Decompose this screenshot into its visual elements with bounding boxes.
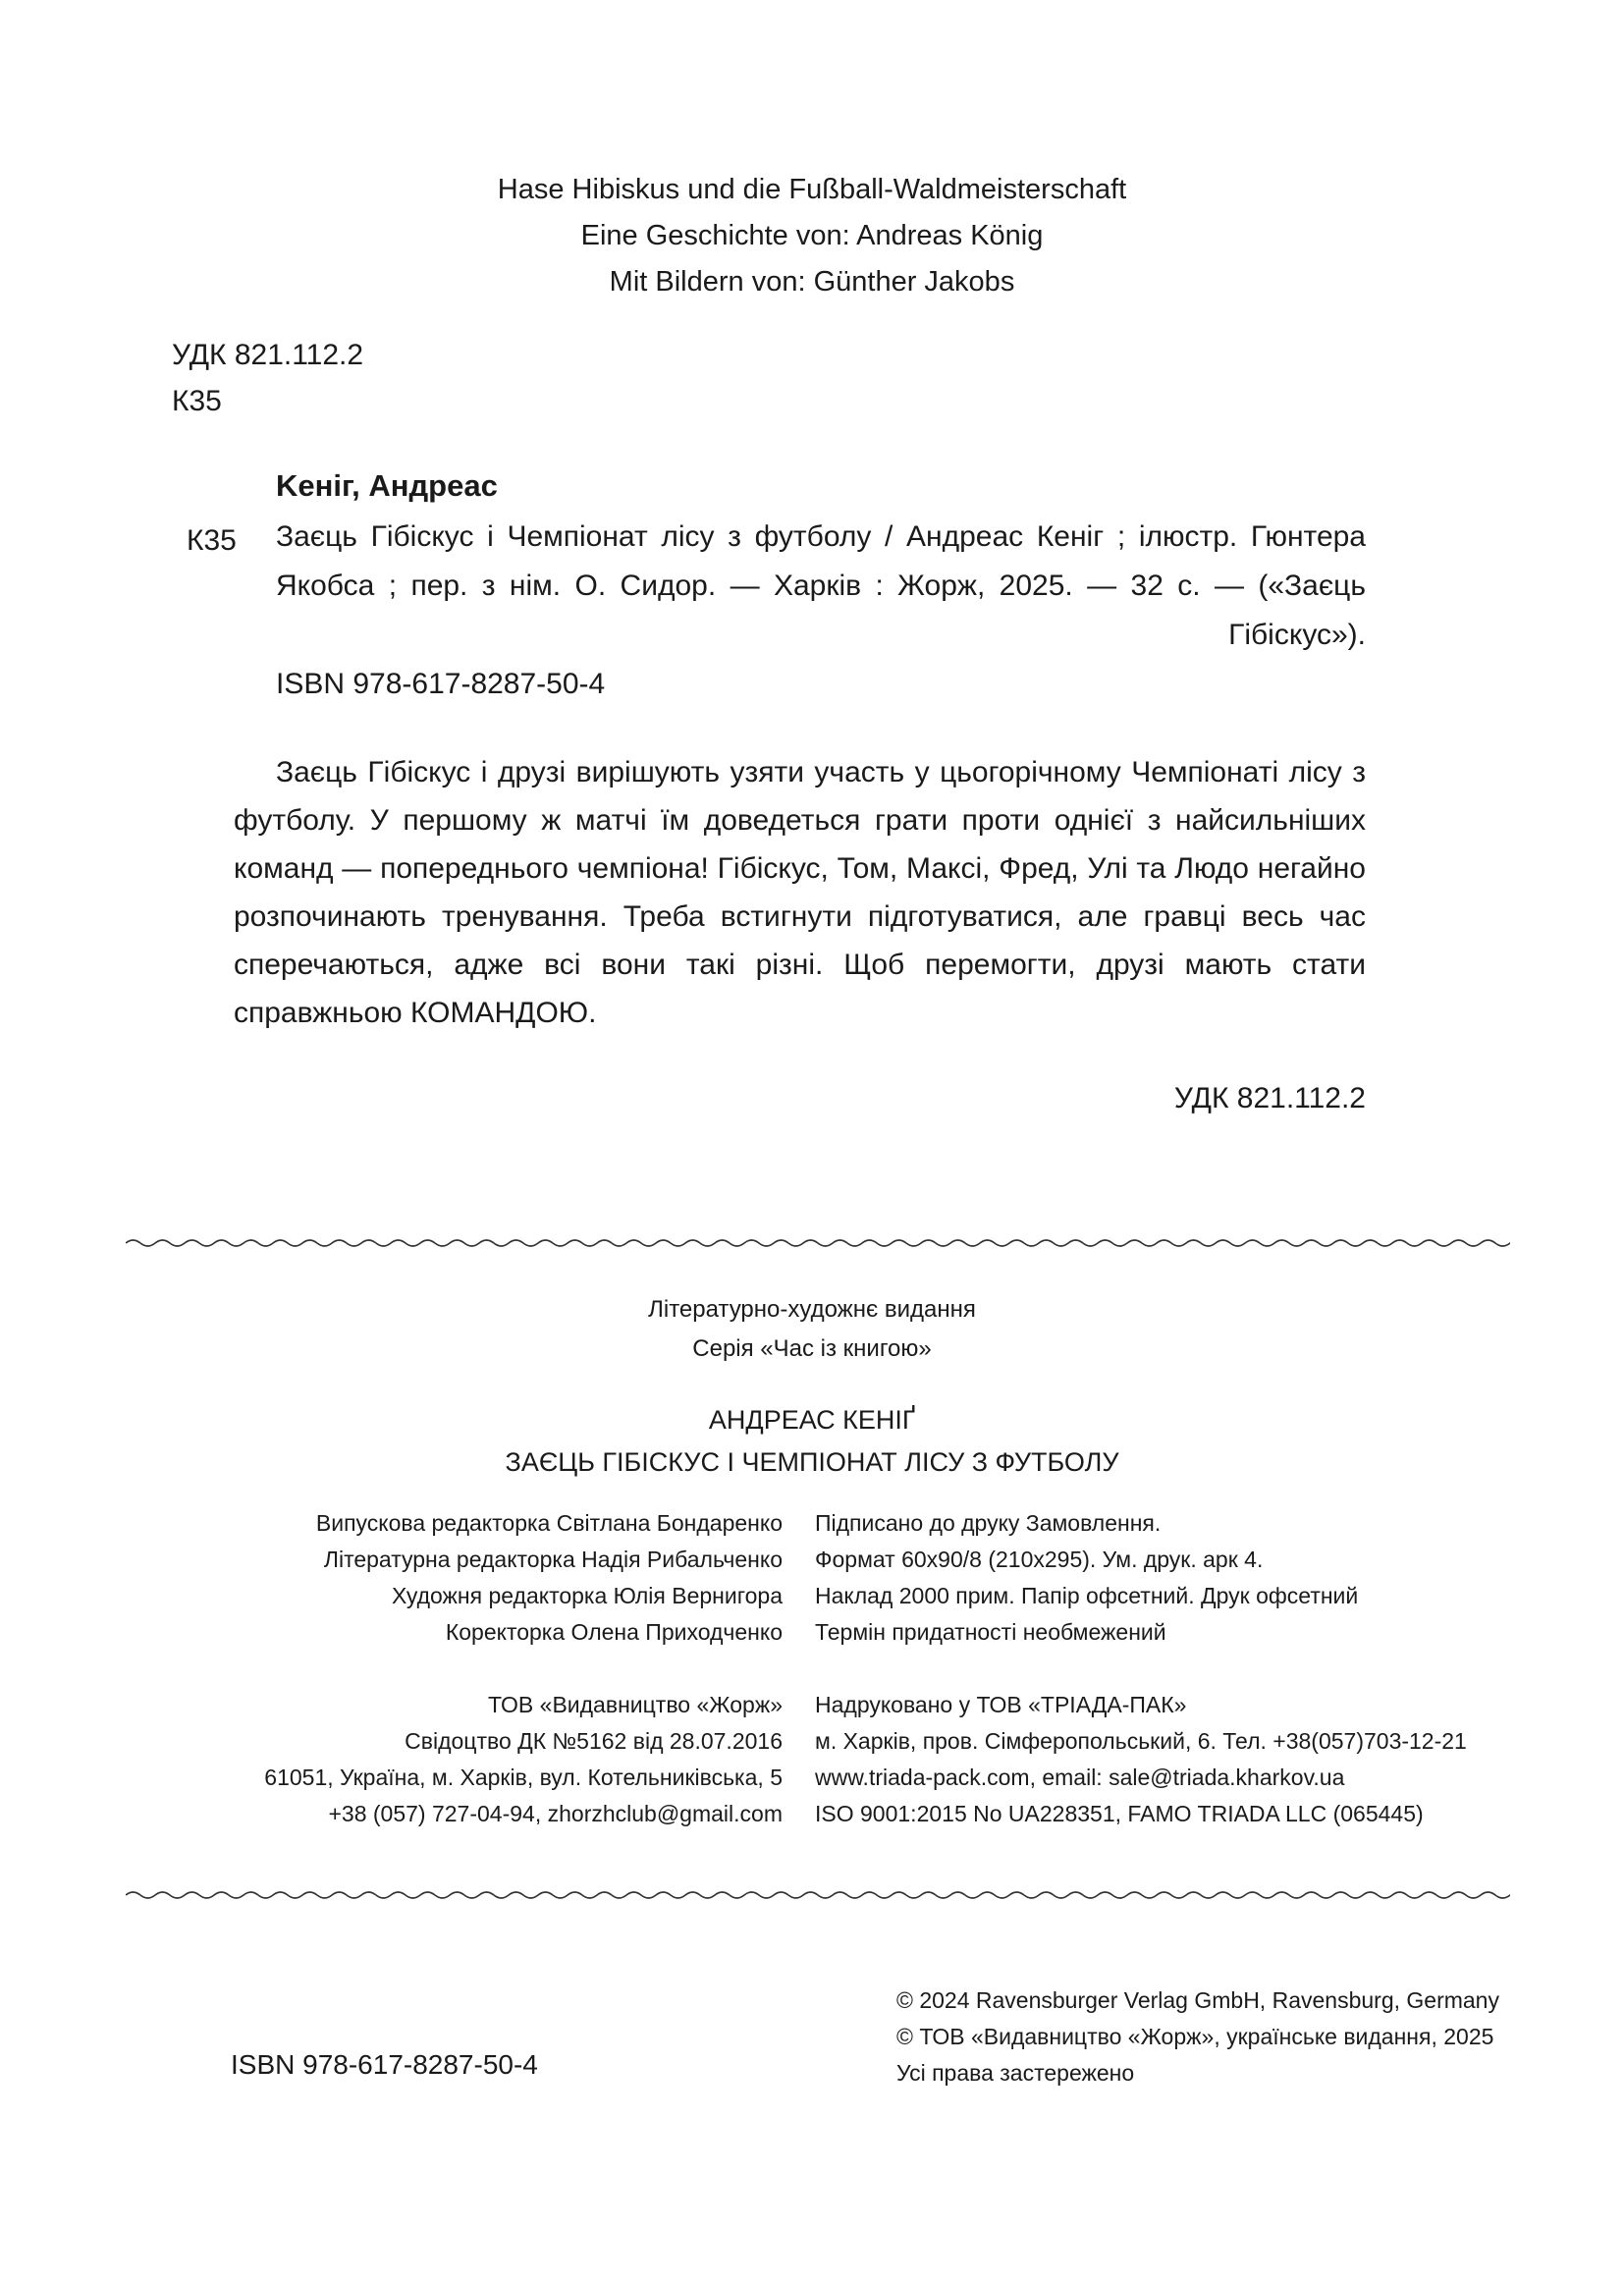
publisher-line: 61051, Україна, м. Харків, вул. Котельниківська, 5 <box>264 1765 783 1790</box>
bibliographic-description: Заєць Гібіскус і Чемпіонат лісу з футболу / Андреас Кеніг ; ілюстр. Гюнтера Якобса ; пер. з нім. О. Сидор. — Харків : Жорж, 2025. — 32 с. — («Заєць Гібіскус»). <box>276 520 1366 651</box>
print-info-line: Наклад 2000 прим. Папір офсетний. Друк офсетний <box>815 1583 1359 1608</box>
original-title-block <box>0 167 1624 305</box>
author-sign: К35 <box>172 385 222 417</box>
edition-genre-block <box>0 1290 1624 1369</box>
editor-line: Коректорка Олена Приходченко <box>445 1619 783 1645</box>
editors-list <box>316 1505 783 1651</box>
edition-genre: Літературно-художнє видання <box>648 1296 976 1323</box>
wavy-divider-top <box>126 1236 1510 1250</box>
publisher-line: +38 (057) 727-04-94, zhorzhclub@gmail.com <box>328 1801 783 1826</box>
author-sign-side: К35 <box>187 524 237 557</box>
publisher-info <box>264 1687 783 1832</box>
edition-author: АНДРЕАС КЕНІҐ <box>708 1405 916 1435</box>
print-info <box>815 1505 1358 1651</box>
original-author: Eine Geschichte von: Andreas König <box>580 220 1044 251</box>
udk-code: УДК 821.112.2 <box>172 339 364 371</box>
publisher-line: Свідоцтво ДК №5162 від 28.07.2016 <box>405 1728 783 1754</box>
annotation-text: Заєць Гібіскус і друзі вирішують узяти участь у цьогорічному Чемпіонаті лісу з футболу. У першому ж матчі їм доведеться грати проти однієї з найсильніших команд — попереднього чемпіона! Гібіскус, Том, Максі, Фред, Улі та Людо негайно розпочинають тренування. Треба встигнути підготуватися, але гравці весь час сперечаються, адже всі вони такі різні. Щоб перемогти, друзі мають стати справжньою КОМАНДОЮ. <box>234 756 1366 1029</box>
printer-line: Надруковано у ТОВ «ТРІАДА-ПАК» <box>815 1692 1187 1717</box>
catalog-author: Keніг, Андреас <box>276 468 498 503</box>
copyright-block <box>896 1982 1499 2091</box>
edition-title: ЗАЄЦЬ ГІБІСКУС І ЧЕМПІОНАТ ЛІСУ З ФУТБОЛУ <box>505 1447 1119 1477</box>
printer-line: www.triada-pack.com, email: sale@triada.kharkov.ua <box>815 1765 1345 1790</box>
udk-bottom: УДК 821.112.2 <box>1173 1082 1366 1114</box>
isbn-bottom: ISBN 978-617-8287-50-4 <box>231 2049 538 2080</box>
edition-title-block <box>0 1399 1624 1484</box>
editor-line: Випускова редакторка Світлана Бондаренко <box>315 1510 783 1536</box>
udk-block <box>172 332 363 424</box>
edition-series: Серія «Час із книгою» <box>692 1335 932 1362</box>
publisher-line: ТОВ «Видавництво «Жорж» <box>488 1692 783 1717</box>
print-info-line: Підписано до друку Замовлення. <box>815 1510 1162 1536</box>
catalog-isbn: ISBN 978-617-8287-50-4 <box>276 668 606 700</box>
editor-line: Літературна редакторка Надія Рибальченко <box>323 1547 783 1572</box>
print-info-line: Термін придатності необмежений <box>815 1619 1166 1645</box>
wavy-divider-bottom <box>126 1888 1510 1902</box>
printer-line: ISO 9001:2015 No UA228351, FAMO TRIADA LLC (065445) <box>815 1801 1424 1826</box>
printer-info <box>815 1687 1467 1832</box>
original-illustrator: Mit Bildern von: Günther Jakobs <box>609 266 1015 298</box>
copyright-line: © 2024 Ravensburger Verlag GmbH, Ravensburg, Germany <box>896 1987 1499 2013</box>
copyright-line: © ТОВ «Видавництво «Жорж», українське видання, 2025 <box>896 2024 1494 2049</box>
annotation <box>234 748 1366 1037</box>
copyright-line: Усі права застережено <box>896 2060 1135 2086</box>
editor-line: Художня редакторка Юлія Вернигора <box>392 1583 783 1608</box>
printer-line: м. Харків, пров. Сімферопольський, 6. Тел. +38(057)703-12-21 <box>815 1728 1467 1754</box>
original-title: Hase Hibiskus und die Fußball-Waldmeisterschaft <box>497 174 1127 205</box>
print-info-line: Формат 60х90/8 (210х295). Ум. друк. арк 4. <box>815 1547 1264 1572</box>
